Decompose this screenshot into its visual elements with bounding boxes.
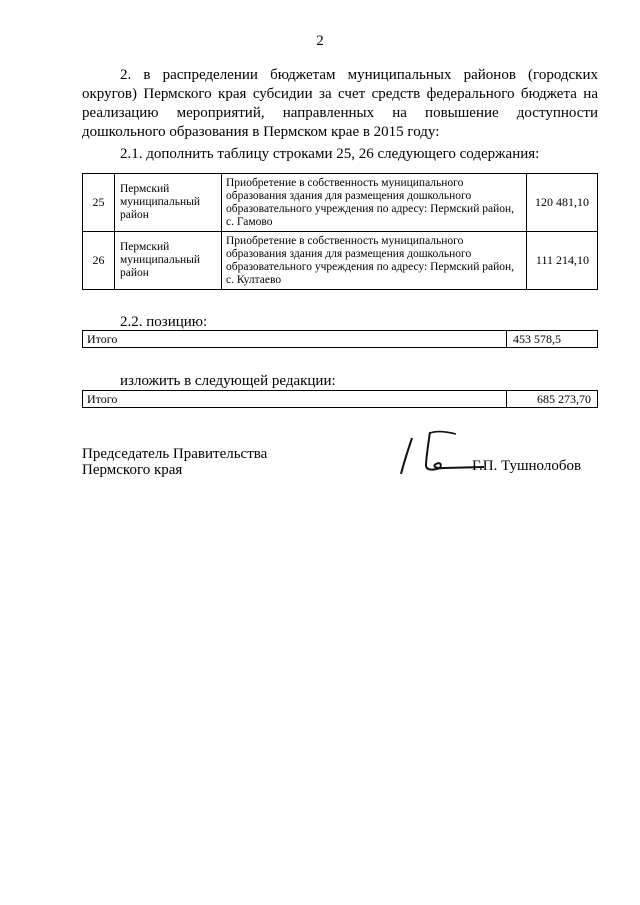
signatory-title — [82, 446, 267, 478]
total-new-table — [82, 390, 598, 408]
table-row — [83, 391, 598, 408]
total-old-label: Итого — [83, 331, 507, 348]
clause-2-2: 2.2. позицию: — [120, 314, 208, 330]
signatory-title-line-1: Председатель Правительства — [82, 446, 268, 462]
handwritten-signature — [396, 424, 486, 484]
total-old-table — [82, 330, 598, 348]
row-description: Приобретение в собственность муниципального образования здания для размещения дошкольного образовательного учреждения по адресу: Пермский район, с. Гамово — [222, 174, 527, 232]
row-number: 26 — [83, 232, 115, 290]
table-row — [83, 331, 598, 348]
row-number: 25 — [83, 174, 115, 232]
total-old-value: 453 578,5 — [507, 331, 598, 348]
row-description: Приобретение в собственность муниципального образования здания для размещения дошкольного образовательного учреждения по адресу: Пермский район, с. Култаево — [222, 232, 527, 290]
signatory-title-line-2: Пермского края — [82, 462, 183, 478]
signatory-name: Г.П. Тушнолобов — [472, 458, 582, 474]
total-new-value: 685 273,70 — [507, 391, 598, 408]
row-sum: 111 214,10 — [527, 232, 598, 290]
total-new-label: Итого — [83, 391, 507, 408]
page-number: 2 — [316, 33, 324, 49]
intro-paragraph: 2. в распределении бюджетам муниципальных районов (городских округов) Пермского края субсидии за счет средств федерального бюджета на реализацию мероприятий, направленных на повышение доступности дошкольного образования в Пермском крае в 2015 году: — [82, 67, 598, 140]
row-area: Пермский муниципальный район — [115, 232, 222, 290]
restate-text: изложить в следующей редакции: — [120, 373, 336, 389]
table-row — [83, 232, 598, 290]
row-area: Пермский муниципальный район — [115, 174, 222, 232]
row-sum: 120 481,10 — [527, 174, 598, 232]
table-row — [83, 174, 598, 232]
subsidy-rows-table — [82, 173, 598, 290]
clause-2-1: 2.1. дополнить таблицу строками 25, 26 следующего содержания: — [120, 146, 540, 162]
